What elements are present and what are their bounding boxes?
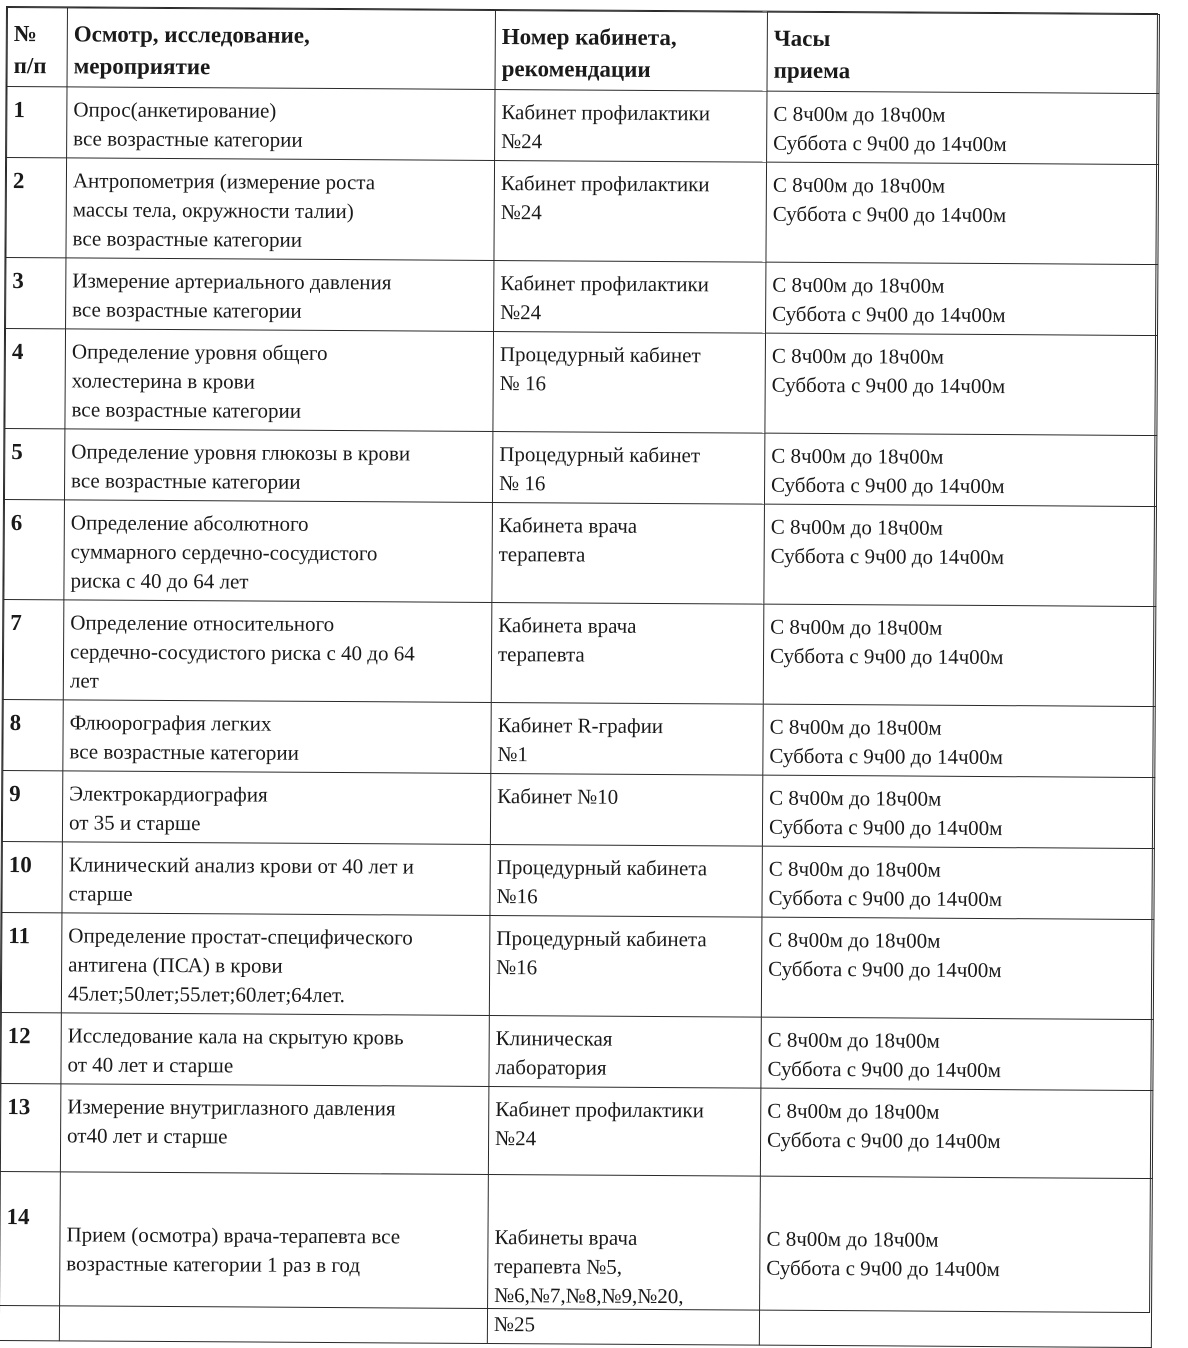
exam-cell-line: все возрастные категории: [71, 397, 302, 423]
room-cell-line: лаборатория: [495, 1055, 607, 1080]
hours-cell-line: С 8ч00м до 18ч00м: [769, 714, 942, 740]
hours-cell: [767, 91, 1159, 164]
room-cell-line: №24: [501, 129, 543, 154]
row-number: 4: [5, 329, 66, 429]
row-number: 7: [3, 599, 64, 699]
room-cell-line: Кабинеты врача: [494, 1225, 638, 1250]
room-cell: [494, 160, 767, 262]
table-row: [3, 699, 1155, 777]
row-number: 10: [2, 841, 62, 912]
exam-cell-line: массы тела, окружности талии): [72, 197, 354, 224]
hours-cell-line: С 8ч00м до 18ч00м: [771, 443, 944, 469]
hours-cell: [763, 604, 1156, 706]
exam-cell: [61, 913, 490, 1016]
hours-cell: [766, 162, 1159, 264]
room-cell-line: Клиническая: [495, 1026, 613, 1051]
hours-cell: [765, 333, 1158, 435]
hours-cell-line: Суббота с 9ч00 до 14ч00м: [772, 201, 1007, 228]
room-cell: [491, 602, 764, 704]
room-cell-line: Кабинет профилактики: [495, 1097, 704, 1123]
room-cell-line: Кабинета врача: [498, 513, 638, 538]
hours-cell-line: Суббота с 9ч00 до 14ч00м: [769, 643, 1004, 670]
room-cell: [489, 1015, 761, 1088]
room-cell-line: Кабинет профилактики: [500, 271, 710, 297]
room-cell-line: №25: [493, 1312, 536, 1337]
header-hours: Часы приема: [767, 12, 1159, 93]
room-cell: [491, 702, 763, 775]
table-row: [1, 1012, 1153, 1090]
exam-cell-line: риска с 40 до 64 лет: [70, 568, 249, 594]
table-row: [4, 499, 1157, 606]
exam-cell-line: все возрастные категории: [72, 226, 303, 252]
room-cell-line: № 16: [499, 371, 547, 396]
hours-cell-line: Суббота с 9ч00 до 14ч00м: [769, 743, 1003, 770]
table-row: [6, 158, 1159, 265]
exam-cell-line: холестерина в крови: [71, 368, 255, 394]
exam-cell-line: Прием (осмотра) врача-терапевта все: [66, 1222, 401, 1249]
room-cell-line: терапевта: [497, 642, 585, 667]
row-number: 6: [4, 499, 65, 599]
room-cell: [488, 1086, 761, 1176]
hours-cell-line: Суббота с 9ч00 до 14ч00м: [773, 130, 1007, 157]
exam-cell-line: Определение уровня общего: [71, 339, 328, 365]
hours-cell-line: Суббота с 9ч00 до 14ч00м: [771, 372, 1006, 399]
exam-cell-line: Электрокардиография: [69, 781, 268, 807]
hours-cell: [764, 433, 1156, 506]
room-cell: [493, 331, 766, 433]
exam-cell-line: от 35 и старше: [68, 810, 201, 836]
hours-cell-line: С 8ч00м до 18ч00м: [770, 614, 943, 640]
table-row: [2, 770, 1154, 848]
hours-cell-line: Суббота с 9ч00 до 14ч00м: [767, 1127, 1001, 1154]
hours-cell-line: Суббота с 9ч00 до 14ч00м: [771, 472, 1005, 499]
exam-cell-line: все возрастные категории: [73, 126, 303, 152]
hours-cell: [763, 704, 1155, 777]
room-cell-line: терапевта №5,: [494, 1254, 623, 1279]
room-cell-line: №6,№7,№8,№9,№20,: [494, 1283, 684, 1309]
room-cell-line: Кабинет профилактики: [501, 100, 711, 126]
exam-cell-line: возрастные категории 1 раз в год: [66, 1251, 361, 1278]
hours-cell-line: С 8ч00м до 18ч00м: [768, 856, 941, 882]
hours-cell-line: С 8ч00м до 18ч00м: [772, 272, 945, 298]
row-number: 1: [7, 87, 67, 158]
exam-cell-line: Измерение артериального давления: [72, 268, 392, 295]
hours-cell: [761, 917, 1154, 1019]
room-cell-line: № 16: [499, 471, 546, 496]
room-cell-line: №24: [495, 1126, 537, 1151]
hours-cell-line: Суббота с 9ч00 до 14ч00м: [768, 956, 1002, 983]
hours-cell: [761, 1017, 1153, 1090]
hours-cell-line: С 8ч00м до 18ч00м: [770, 514, 944, 540]
hours-cell: [766, 262, 1158, 335]
room-cell-line: Кабинет №10: [497, 784, 619, 809]
room-cell-line: Процедурный кабинета: [496, 855, 708, 881]
room-cell-line: Процедурный кабинет: [499, 342, 701, 368]
exam-cell-line: Клинический анализ крови от 40 лет и: [68, 852, 414, 879]
exam-cell-line: от 40 лет и старше: [67, 1052, 234, 1078]
exam-cell: [61, 1013, 489, 1087]
exam-cell-line: Антропометрия (измерение роста: [72, 168, 376, 195]
exam-cell-line: Флюорография легких: [69, 710, 272, 736]
table-row: [2, 841, 1154, 919]
exam-cell-line: антигена (ПСА) в крови: [68, 952, 283, 978]
exam-cell-line: Определение простат-специфического: [68, 923, 413, 950]
table-row: [0, 1083, 1153, 1178]
row-number: 8: [3, 699, 63, 770]
room-cell: [489, 915, 762, 1017]
hours-cell-line: С 8ч00м до 18ч00м: [768, 927, 941, 953]
hours-cell-line: Суббота с 9ч00 до 14ч00м: [767, 1056, 1002, 1083]
row-number: 13: [0, 1083, 61, 1171]
room-cell: [490, 844, 762, 917]
hours-cell: [759, 1176, 1152, 1347]
exam-cell: [62, 771, 490, 845]
row-number: 14: [0, 1171, 60, 1340]
exam-cell-line: все возрастные категории: [71, 468, 301, 494]
room-cell-line: Кабинет профилактики: [500, 171, 710, 197]
room-cell-line: №24: [500, 200, 542, 225]
exam-cell-line: все возрастные категории: [72, 297, 302, 323]
table-row: [7, 87, 1159, 165]
room-cell: [492, 431, 764, 504]
exam-cell: [67, 87, 495, 161]
room-cell-line: Кабинета врача: [498, 613, 637, 638]
hours-cell-line: Суббота с 9ч00 до 14ч00м: [772, 301, 1006, 328]
hours-cell-line: С 8ч00м до 18ч00м: [772, 172, 946, 198]
exam-cell-line: Измерение внутриглазного давления: [67, 1094, 396, 1121]
exam-cell-line: от40 лет и старше: [67, 1123, 228, 1149]
row-number: 9: [2, 770, 62, 841]
exam-schedule-table: [0, 7, 1160, 1348]
exam-cell-line: суммарного сердечно-сосудистого: [70, 539, 378, 566]
room-cell: [495, 89, 767, 162]
exam-cell: [60, 1084, 489, 1175]
room-cell-line: терапевта: [498, 542, 586, 567]
exam-cell-line: лет: [69, 668, 99, 693]
exam-cell-line: 45лет;50лет;55лет;60лет;64лет.: [67, 981, 345, 1008]
room-cell: [492, 502, 765, 604]
exam-cell-line: все возрастные категории: [69, 739, 300, 765]
header-row: [7, 8, 1159, 94]
exam-cell: [63, 700, 491, 774]
exam-cell: [64, 500, 493, 603]
hours-cell: [764, 504, 1157, 606]
row-number: 2: [6, 158, 67, 258]
hours-cell: [762, 846, 1154, 919]
hours-cell-line: С 8ч00м до 18ч00м: [769, 785, 942, 811]
exam-cell: [62, 842, 490, 916]
row-number: 5: [4, 429, 64, 500]
table-row: [5, 329, 1158, 436]
exam-cell-line: Исследование кала на скрытую кровь: [67, 1023, 404, 1050]
room-cell-line: Процедурный кабинета: [496, 926, 707, 952]
exam-cell-line: Определение относительного: [70, 610, 335, 637]
table-row: [0, 1171, 1152, 1347]
room-cell: [490, 773, 762, 846]
hours-cell-line: Суббота с 9ч00 до 14ч00м: [766, 1255, 1000, 1282]
row-number: 12: [1, 1012, 61, 1083]
exam-cell-line: Определение абсолютного: [70, 510, 309, 536]
hours-cell-line: С 8ч00м до 18ч00м: [771, 343, 945, 369]
header-exam: Осмотр, исследование, мероприятие: [67, 8, 495, 90]
table-row: [6, 258, 1158, 336]
exam-cell-line: старше: [68, 881, 133, 906]
hours-cell-line: С 8ч00м до 18ч00м: [766, 1226, 939, 1252]
exam-cell: [66, 258, 494, 332]
header-num: № п/п: [7, 8, 67, 87]
hours-cell: [760, 1088, 1153, 1178]
room-cell-line: №24: [500, 300, 542, 325]
table-row: [3, 599, 1156, 706]
exam-cell: [66, 158, 495, 261]
schedule-sheet: [0, 6, 1158, 1337]
exam-cell: [59, 1172, 488, 1344]
room-cell: [494, 260, 766, 333]
hours-cell-line: С 8ч00м до 18ч00м: [767, 1098, 940, 1124]
exam-cell: [64, 429, 492, 503]
hours-cell-line: С 8ч00м до 18ч00м: [767, 1027, 940, 1053]
table-row: [1, 912, 1154, 1019]
table-row: [4, 429, 1156, 507]
room-cell-line: №16: [496, 884, 538, 909]
exam-cell-line: Опрос(анкетирование): [73, 97, 277, 123]
header-room: Номер кабинета, рекомендации: [495, 10, 767, 91]
hours-cell: [762, 775, 1154, 848]
hours-cell-line: Суббота с 9ч00 до 14ч00м: [768, 885, 1003, 912]
hours-cell-line: Суббота с 9ч00 до 14ч00м: [768, 814, 1003, 841]
exam-cell: [63, 600, 492, 703]
room-cell-line: №16: [496, 955, 538, 980]
row-number: 11: [1, 912, 62, 1012]
hours-cell-line: Суббота с 9ч00 до 14ч00м: [770, 543, 1005, 570]
exam-cell-line: Определение уровня глюкозы в крови: [71, 439, 411, 466]
room-cell-line: Кабинет R-графии: [497, 713, 664, 739]
row-number: 3: [6, 258, 66, 329]
exam-cell: [65, 329, 494, 432]
room-cell-line: Процедурный кабинет: [499, 442, 701, 468]
room-cell-line: №1: [497, 742, 529, 767]
room-cell: [487, 1174, 760, 1345]
hours-cell-line: С 8ч00м до 18ч00м: [773, 101, 946, 127]
exam-cell-line: сердечно-сосудистого риска с 40 до 64: [69, 639, 415, 666]
